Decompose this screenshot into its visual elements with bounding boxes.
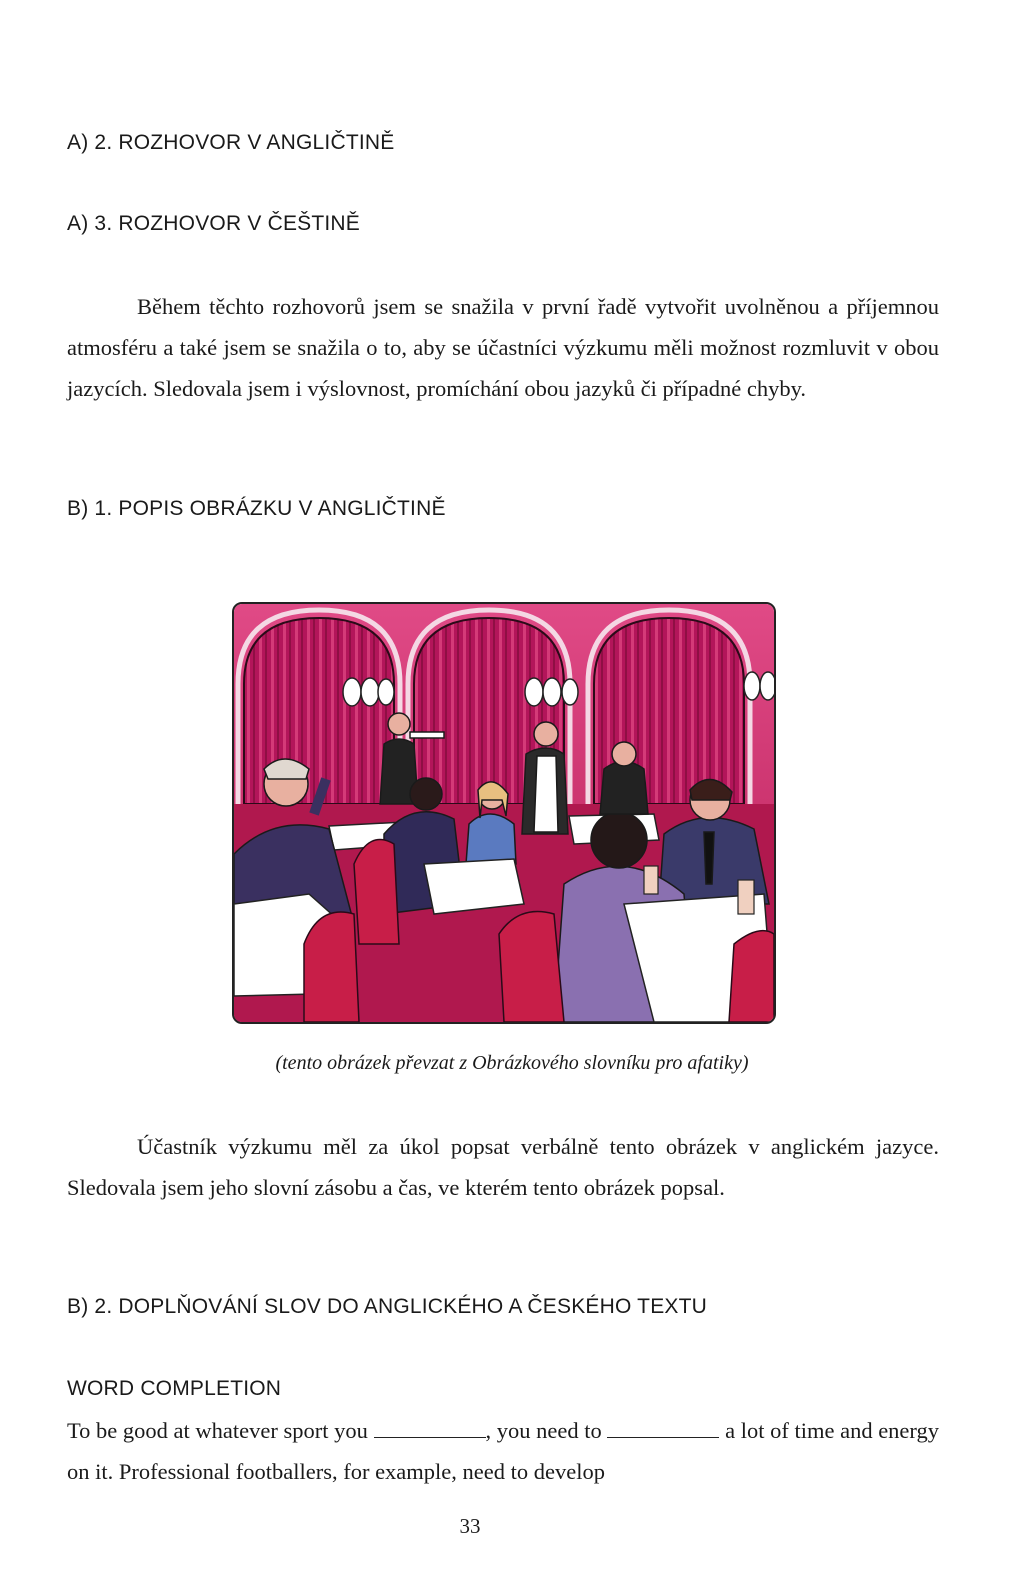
heading-word-completion: WORD COMPLETION [67, 1377, 282, 1400]
heading-a2: A) 2. ROZHOVOR V ANGLIČTINĚ [67, 131, 395, 154]
page-number: 33 [459, 1514, 481, 1538]
exercise-part-3: a lot of time and energy on it. Professional footballers, for example, need to develop [67, 1418, 940, 1484]
paragraph-interview-text: Během těchto rozhovorů jsem se snažila v první řadě vytvořit uvolněnou a příjemnou atmosféru a také jsem se snažila o to, aby se účastníci výzkumu měli možnost rozmluvit v obou jazycích. Sledovala jsem i výslovnost, promíchání obou jazyků či případné chyby. [67, 294, 939, 401]
exercise-text [67, 1410, 939, 1492]
exercise-part-1: To be good at whatever sport you [67, 1418, 368, 1443]
exercise-part-2: , you need to [485, 1418, 602, 1443]
heading-a3: A) 3. ROZHOVOR V ČEŠTINĚ [67, 212, 361, 235]
restaurant-illustration [232, 602, 776, 1024]
heading-b2: B) 2. DOPLŇOVÁNÍ SLOV DO ANGLICKÉHO A ČESKÉHO TEXTU [67, 1295, 707, 1318]
paragraph-picture-task [67, 1126, 939, 1208]
figure-caption: (tento obrázek převzat z Obrázkového slovníku pro afatiky) [275, 1052, 749, 1074]
paragraph-picture-task-text: Účastník výzkumu měl za úkol popsat verbálně tento obrázek v anglickém jazyce. Sledovala jsem jeho slovní zásobu a čas, ve kterém tento obrázek popsal. [67, 1134, 939, 1200]
answer-blank-1[interactable] [374, 1419, 486, 1438]
answer-blank-2[interactable] [607, 1419, 719, 1438]
paragraph-interview [67, 286, 939, 409]
heading-b1: B) 1. POPIS OBRÁZKU V ANGLIČTINĚ [67, 497, 446, 520]
